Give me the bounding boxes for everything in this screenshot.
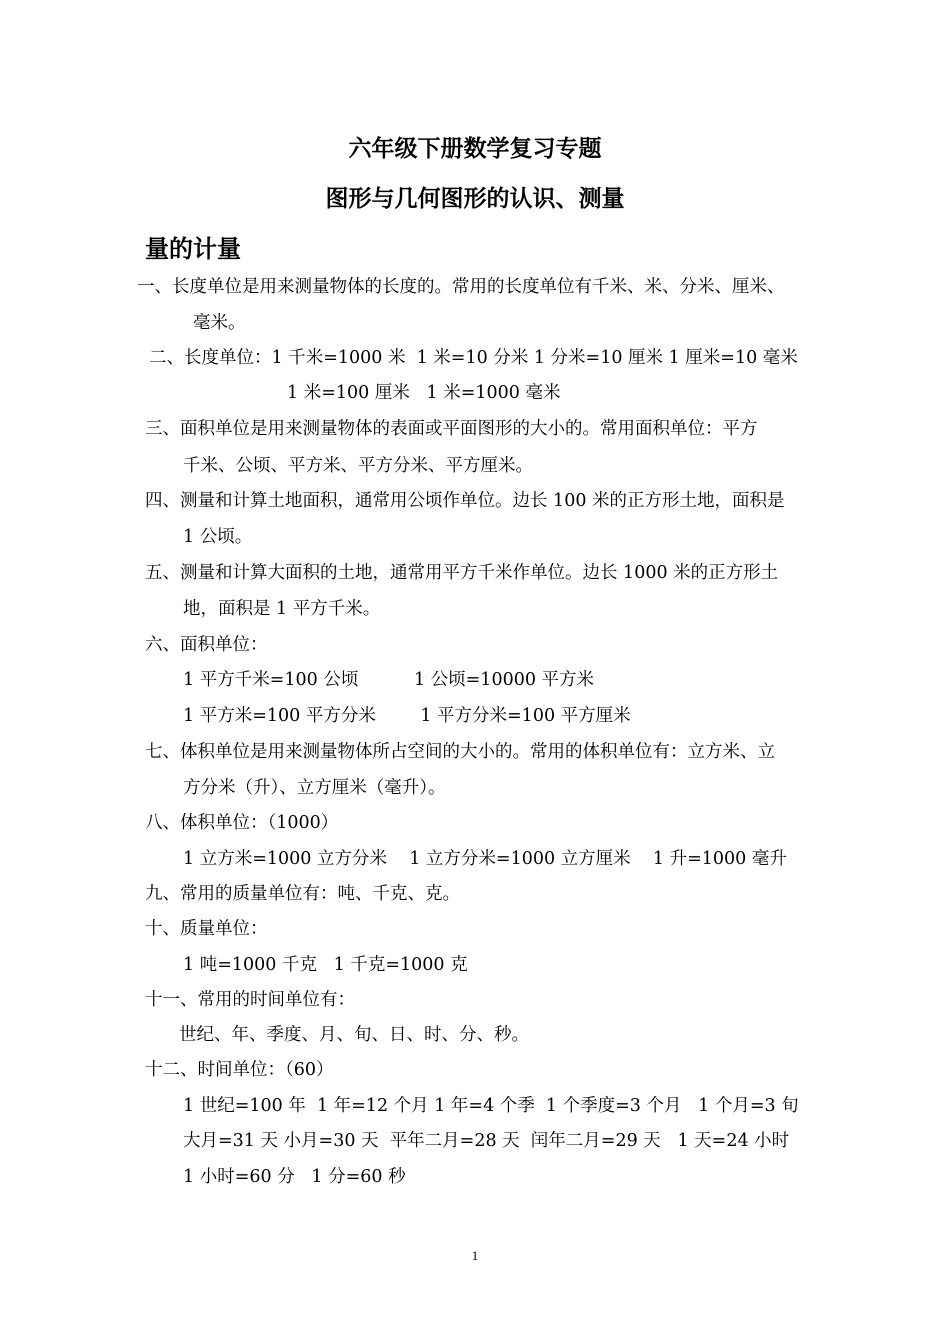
text-line: 1 公顷。 bbox=[183, 527, 253, 547]
text-line: 1 平方米=100 平方分米 1 平方分米=100 平方厘米 bbox=[183, 706, 631, 726]
text-line: 1 吨=1000 千克 1 千克=1000 克 bbox=[183, 955, 468, 975]
text-line: 十一、常用的时间单位有： bbox=[145, 990, 355, 1010]
document-subtitle: 图形与几何图形的认识、测量 bbox=[325, 186, 625, 212]
text-line: 地，面积是 1 平方千米。 bbox=[183, 599, 381, 619]
text-line: 方分米（升）、立方厘米（毫升）。 bbox=[183, 778, 446, 798]
text-line: 二、长度单位：1 千米=1000 米 1 米=10 分米 1 分米=10 厘米 1 厘米=10 毫米 bbox=[149, 348, 798, 368]
text-line: 大月=31 天 小月=30 天 平年二月=28 天 闰年二月=29 天 1 天=24 小时 bbox=[183, 1131, 790, 1151]
text-line: 五、测量和计算大面积的土地，通常用平方千米作单位。边长 1000 米的正方形土 bbox=[145, 563, 779, 583]
text-line: 三、面积单位是用来测量物体的表面或平面图形的大小的。常用面积单位：平方 bbox=[145, 419, 758, 439]
text-line: 十、质量单位： bbox=[145, 919, 268, 939]
text-line: 世纪、年、季度、月、旬、日、时、分、秒。 bbox=[179, 1025, 529, 1045]
text-line: 四、测量和计算土地面积，通常用公顷作单位。边长 100 米的正方形土地，面积是 bbox=[145, 491, 785, 511]
text-line: 毫米。 bbox=[193, 313, 246, 333]
text-line: 1 世纪=100 年 1 年=12 个月 1 年=4 个季 1 个季度=3 个月 1 个月=3 旬 bbox=[183, 1096, 799, 1116]
text-line: 1 平方千米=100 公顷 1 公顷=10000 平方米 bbox=[183, 670, 595, 690]
section-heading: 量的计量 bbox=[145, 235, 241, 263]
text-line: 六、面积单位： bbox=[145, 635, 268, 655]
text-line: 八、体积单位：（1000） bbox=[145, 813, 339, 833]
text-line: 七、体积单位是用来测量物体所占空间的大小的。常用的体积单位有：立方米、立 bbox=[145, 742, 775, 762]
text-line: 十二、时间单位：（60） bbox=[145, 1060, 334, 1080]
text-line: 九、常用的质量单位有：吨、千克、克。 bbox=[145, 884, 460, 904]
text-line: 1 米=100 厘米 1 米=1000 毫米 bbox=[287, 383, 561, 403]
page-number: 1 bbox=[471, 1248, 479, 1263]
text-line: 1 立方米=1000 立方分米 1 立方分米=1000 立方厘米 1 升=1000 毫升 bbox=[183, 849, 787, 869]
document-title: 六年级下册数学复习专题 bbox=[348, 136, 602, 162]
text-line: 一、长度单位是用来测量物体的长度的。常用的长度单位有千米、米、分米、厘米、 bbox=[137, 277, 785, 297]
text-line: 千米、公顷、平方米、平方分米、平方厘米。 bbox=[183, 456, 533, 476]
text-line: 1 小时=60 分 1 分=60 秒 bbox=[183, 1167, 406, 1187]
